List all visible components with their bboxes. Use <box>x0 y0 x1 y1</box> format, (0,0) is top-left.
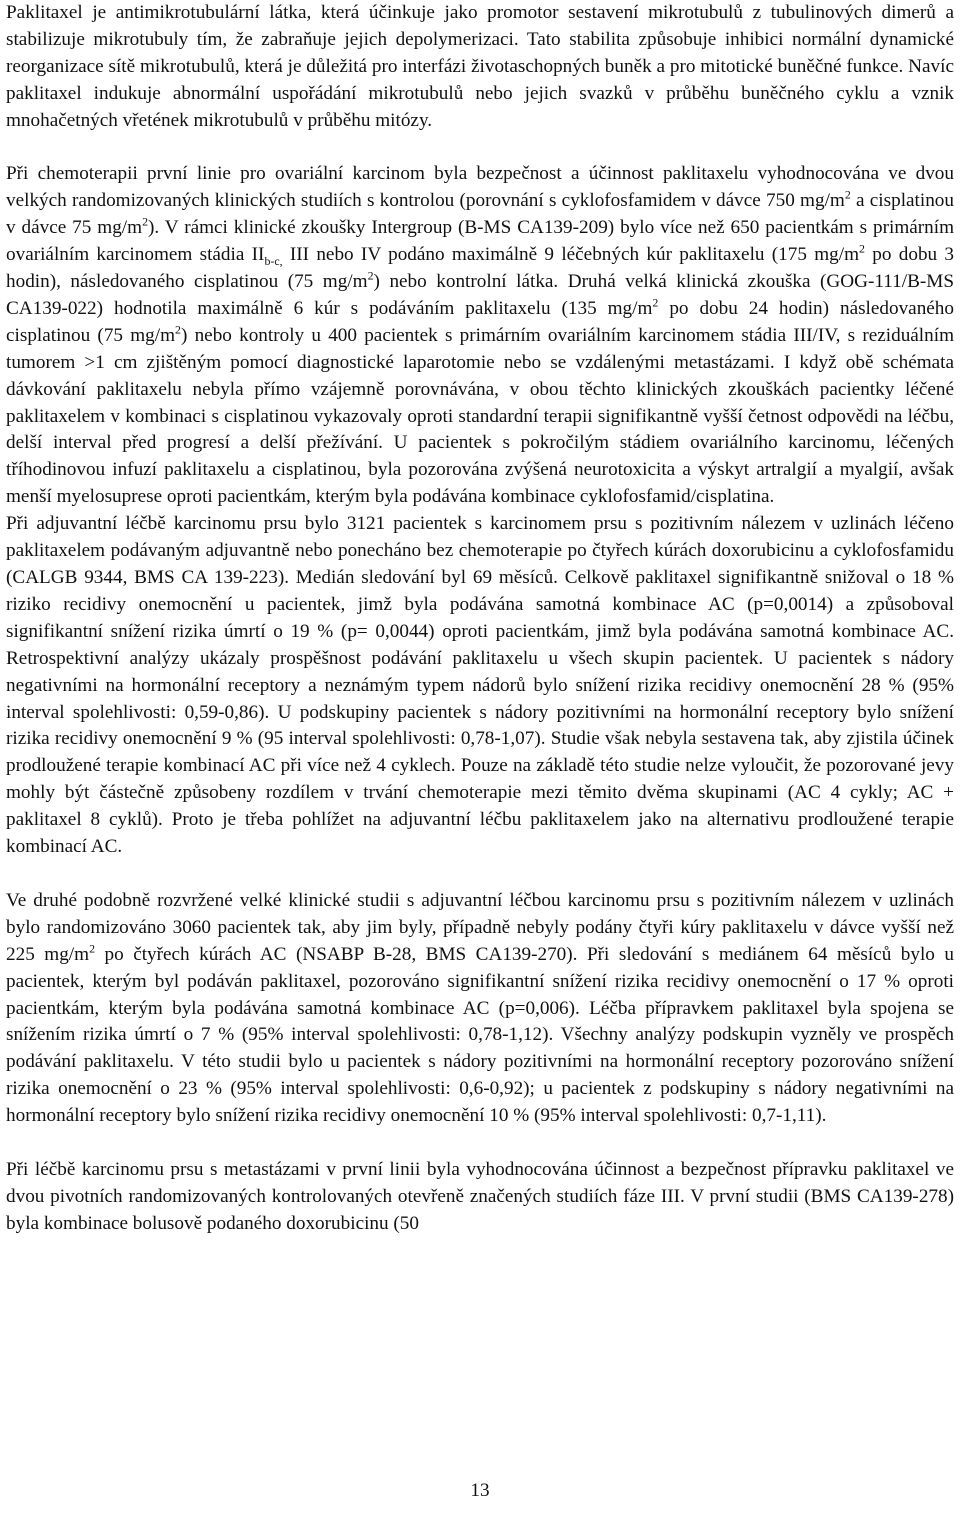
text-run: Při adjuvantní léčbě karcinomu prsu bylo 3121 pacientek s karcinomem prsu s pozitivním nálezem v uzlinách léčeno paklitaxelem podávaným adjuvantně nebo ponecháno bez chemoterapie po čtyřech kúrách doxorubicinu a cyklofosfamidu (CALGB 9344, BMS CA 139-223). Medián sledování byl 69 měsíců. Celkově paklitaxel signifikantně snižoval o 18 % riziko recidivy onemocnění u pacientek, jimž byla podávána samotná kombinace AC (p=0,0014) a způsoboval signifikantní snížení rizika úmrtí o 19 % (p= 0,0044) oproti pacientkám, jimž byla podávána samotná kombinace AC. Retrospektivní analýzy ukázaly prospěšnost podávání paklitaxelu u všech skupin pacientek. U pacientek s nádory negativními na hormonální receptory a neznámým typem nádorů bylo snížení rizika recidivy onemocnění 28 % (95% interval spolehlivosti: 0,59-0,86). U podskupiny pacientek s nádory pozitivními na hormonální receptory bylo snížení rizika recidivy onemocnění 9 % (95 interval spolehlivosti: 0,78-1,07). Studie však nebyla sestavena tak, aby zjistila účinek prodloužené terapie kombinací AC při více než 4 cyklech. Pouze na základě této studie nelze vyloučit, že pozorované jevy mohly být částečně způsobeny rozdílem v trvání chemoterapie mezi těmito dvěma skupinami (AC 4 cykly; AC + paklitaxel 8 cyklů). Proto je třeba pohlížet na adjuvantní léčbu paklitaxelem jako na alternativu prodloužené terapie kombinací AC. <box>6 513 954 858</box>
superscript: 2 <box>142 214 149 229</box>
text-run: po dobu 24 hodin) následovaného cisplatinou (75 mg/m <box>6 297 954 346</box>
paragraph <box>6 1157 954 1238</box>
paragraph-spacer <box>6 1130 954 1157</box>
superscript: 2 <box>175 322 181 337</box>
text-run: Při léčbě karcinomu prsu s metastázami v první linii byla vyhodnocována účinnost a bezpečnost přípravku paklitaxel ve dvou pivotních randomizovaných kontrolovaných otevřeně značených studiích fáze III. V první studii (BMS CA139-278) byla kombinace bolusově podaného doxorubicinu (50 <box>6 1158 954 1234</box>
text-run: po čtyřech kúrách AC (NSABP B-28, BMS CA139-270). Při sledování s mediánem 64 měsíců bylo u pacientek, kterým byl podáván paklitaxel, pozorováno signifikantní snížení rizika recidivy onemocnění o 17 % oproti pacientkám, kterým byla podávána samotná kombinace AC (p=0,006). Léčba přípravkem paklitaxel byla spojena se snížením rizika úmrtí o 7 % (95% interval spolehlivosti: 0,78-1,12). Všechny analýzy podskupin vyzněly ve prospěch podávání paklitaxelu. V této studii bylo u pacientek s nádory pozitivními na hormonální receptory pozorováno snížení rizika onemocnění o 23 % (95% interval spolehlivosti: 0,6-0,92); u pacientek z podskupiny s nádory negativními na hormonální receptory bylo snížení rizika recidivy onemocnění 10 % (95% interval spolehlivosti: 0,7-1,11). <box>6 943 954 1127</box>
paragraph <box>6 161 954 511</box>
text-run: ) nebo kontroly u 400 pacientek s primárním ovariálním karcinomem stádia III/IV, s reziduálním tumorem >1 cm zjištěným pomocí diagnostické laparotomie nebo se vzdálenými metastázami. I když obě schémata dávkování paklitaxelu nebyla přímo vzájemně porovnávána, v obou těchto klinických zkouškách pacientky léčené paklitaxelem v kombinaci s cisplatinou vykazovaly oproti standardní terapii signifikantně vyšší četnost odpovědi na léčbu, delší interval před progresí a delší přežívání. U pacientek s pokročilým stádiem ovariálního karcinomu, léčených tříhodinovou infuzí paklitaxelu a cisplatinou, byla pozorována zvýšená neurotoxicita a výskyt artralgií a myalgií, avšak menší myelosuprese oproti pacientkám, kterým byla podávána kombinace cyklofosfamid/cisplatina. <box>6 324 954 508</box>
text-run: po dobu 3 hodin), následovaného cisplatinou (75 mg/m <box>6 244 955 293</box>
superscript: 2 <box>367 268 374 283</box>
superscript: 2 <box>652 295 659 310</box>
page-number: 13 <box>470 1480 490 1501</box>
superscript: 2 <box>859 241 865 256</box>
text-run: Ve druhé podobně rozvržené velké klinické studii s adjuvantní léčbou karcinomu prsu s pozitivním nálezem v uzlinách bylo randomizováno 3060 pacientek tak, aby jim byly, případně nebyly podány čtyři kúry paklitaxelu v dávce vyšší než 225 mg/m <box>6 889 954 965</box>
text-run: ) nebo kontrolní látka. Druhá velká klinická zkouška (GOG-111/B-MS CA139-022) hodnotila maximálně 6 kúr s podáváním paklitaxelu (135 mg/m <box>6 271 955 319</box>
text-run: III nebo IV podáno maximálně 9 léčebných kúr paklitaxelu (175 mg/m <box>282 244 860 266</box>
text-run: ). V rámci klinické zkoušky Intergroup (B-MS CA139-209) bylo více než 650 pacientkám s primárním ovariálním karcinomem stádia II <box>6 217 954 266</box>
text-run: Při chemoterapii první linie pro ovariální karcinom byla bezpečnost a účinnost paklitaxelu vyhodnocována ve dvou velkých randomizovaných klinických studiích s kontrolou (porovnání s cyklofosfamidem v dávce 750 mg/m <box>6 163 954 212</box>
text-run: a cisplatinou v dávce 75 mg/m <box>6 190 954 239</box>
paragraph <box>6 511 954 861</box>
paragraph-spacer <box>6 135 954 162</box>
document-body <box>6 0 954 1238</box>
subscript: b-c, <box>264 253 283 268</box>
superscript: 2 <box>89 941 96 956</box>
paragraph <box>6 888 954 1130</box>
superscript: 2 <box>844 187 851 202</box>
text-run: Paklitaxel je antimikrotubulární látka, která účinkuje jako promotor sestavení mikrotubulů z tubulinových dimerů a stabilizuje mikrotubuly tím, že zabraňuje jejich depolymerizaci. Tato stabilita způsobuje inhibici normální dynamické reorganizace sítě mikrotubulů, která je důležitá pro interfázi životaschopných buněk a pro mitotické buněčné funkce. Navíc paklitaxel indukuje abnormální uspořádání mikrotubulů nebo jejich svazků v průběhu buněčného cyklu a vznik mnohačetných vřetének mikrotubulů v průběhu mitózy. <box>6 2 954 131</box>
paragraph <box>6 0 954 135</box>
paragraph-spacer <box>6 861 954 888</box>
